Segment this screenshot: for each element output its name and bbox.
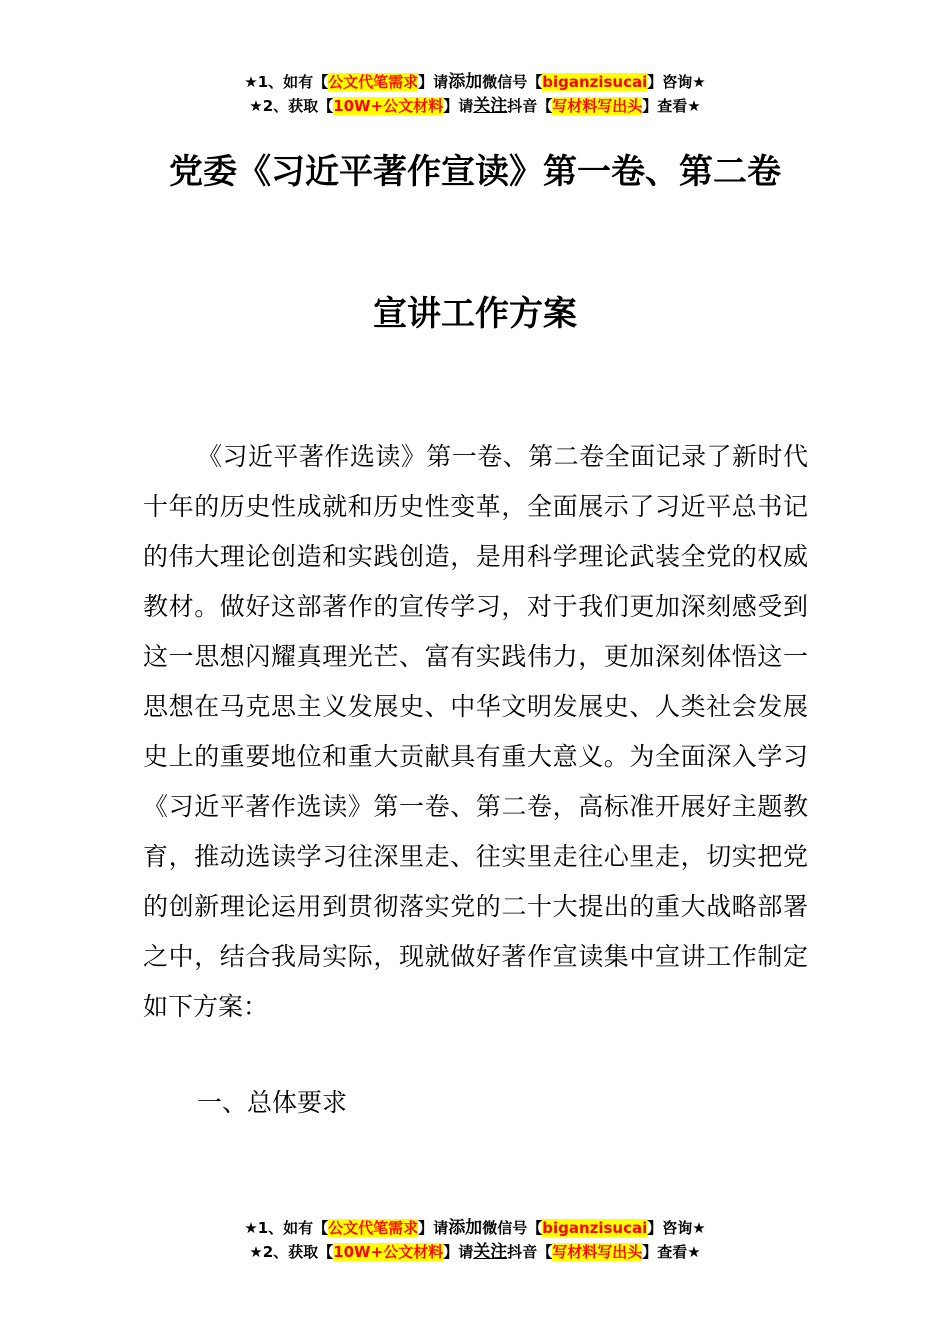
promo-text: 】请 xyxy=(418,73,449,91)
section-heading: 一、总体要求 xyxy=(197,1088,348,1117)
document-title-line-1: 党委《习近平著作宣读》第一卷、第二卷 xyxy=(169,152,781,192)
promo-highlight: 公文代笔需求 xyxy=(328,73,419,91)
promo-text: 抖音【 xyxy=(507,97,553,115)
promo-header xyxy=(0,70,950,118)
promo-footer xyxy=(0,1216,950,1264)
promo-text: ★1、如有【 xyxy=(244,73,329,91)
promo-text: 】请 xyxy=(443,97,474,115)
promo-highlight: 10W+公文材料 xyxy=(333,1243,444,1261)
promo-text: 】请 xyxy=(418,1219,449,1237)
promo-text: ★2、获取【 xyxy=(249,1243,334,1261)
intro-paragraph: 《习近平著作选读》第一卷、第二卷全面记录了新时代十年的历史性成就和历史性变革，全面展示了习近平总书记的伟大理论创造和实践创造，是用科学理论武装全党的权威教材。做好这部著作的宣传学习，对于我们更加深刻感受到这一思想闪耀真理光芒、富有实践伟力，更加深刻体悟这一思想在马克思主义发展史、中华文明发展史、人类社会发展史上的重要地位和重大贡献具有重大意义。为全面深入学习《习近平著作选读》第一卷、第二卷，高标准开展好主题教育，推动选读学习往深里走、往实里走往心里走，切实把党的创新理论运用到贯彻落实党的二十大提出的重大战略部署之中，结合我局实际，现就做好著作宣读集中宣讲工作制定如下方案： xyxy=(143,442,808,1021)
promo-text: 】咨询★ xyxy=(647,1219,706,1237)
promo-emphasis: 关注 xyxy=(473,1242,508,1262)
promo-line-1 xyxy=(0,70,950,94)
promo-highlight: 10W+公文材料 xyxy=(333,97,444,115)
promo-line-1 xyxy=(0,1216,950,1240)
promo-emphasis: 关注 xyxy=(473,96,508,116)
promo-emphasis: 添加 xyxy=(448,72,483,92)
promo-wechat-id: biganzisucai xyxy=(542,1219,648,1237)
promo-highlight: 公文代笔需求 xyxy=(328,1219,419,1237)
promo-text: 】查看★ xyxy=(642,1243,701,1261)
promo-text: ★1、如有【 xyxy=(244,1219,329,1237)
promo-wechat-id: biganzisucai xyxy=(542,73,648,91)
promo-emphasis: 添加 xyxy=(448,1218,483,1238)
promo-text: 抖音【 xyxy=(507,1243,553,1261)
document-title-line-2: 宣讲工作方案 xyxy=(373,294,577,334)
promo-text: 微信号【 xyxy=(482,73,543,91)
promo-text: 】咨询★ xyxy=(647,73,706,91)
promo-line-2 xyxy=(0,1240,950,1264)
promo-highlight: 写材料写出头 xyxy=(552,1243,643,1261)
promo-text: ★2、获取【 xyxy=(249,97,334,115)
promo-highlight: 写材料写出头 xyxy=(552,97,643,115)
promo-text: 】查看★ xyxy=(642,97,701,115)
promo-text: 微信号【 xyxy=(482,1219,543,1237)
promo-text: 】请 xyxy=(443,1243,474,1261)
promo-line-2 xyxy=(0,94,950,118)
